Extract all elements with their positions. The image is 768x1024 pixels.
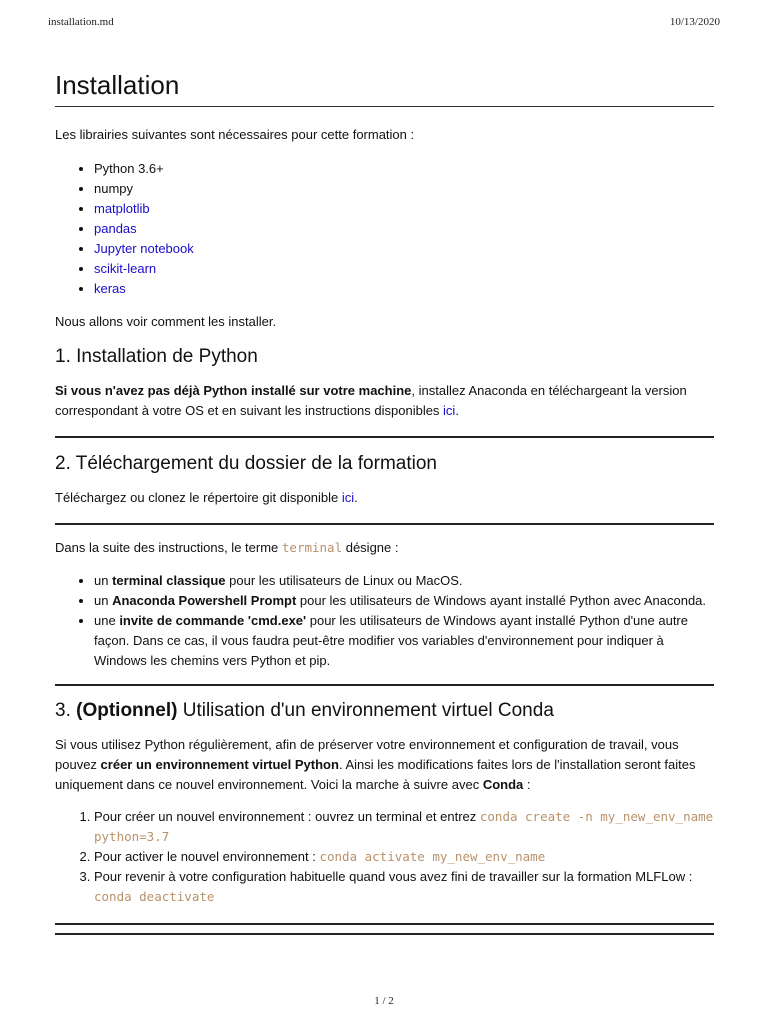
terminal-list — [55, 571, 714, 671]
conda-steps — [55, 807, 714, 907]
list-item: • un terminal classique pour les utilisateurs de Linux ou MacOS. — [94, 571, 714, 591]
section3-text: Si vous utilisez Python régulièrement, afin de préserver votre environnement et configuration de travail, vous pouvez créer un environnement virtuel Python. Ainsi les modifications faites lors de l'installation seront faites uniquement dans ce nouvel environnement. Voici la marche à suivre avec Conda : — [55, 737, 696, 792]
library-list — [55, 159, 714, 299]
list-item: • un Anaconda Powershell Prompt pour les utilisateurs de Windows ayant installé Python avec Anaconda. — [94, 591, 714, 611]
list-item — [94, 239, 714, 259]
list-item — [94, 279, 714, 299]
terminal-intro: Dans la suite des instructions, le terme terminal désigne : — [55, 540, 399, 555]
jupyter-link[interactable]: Jupyter notebook — [94, 241, 194, 256]
keras-link[interactable]: keras — [94, 281, 126, 296]
list-item — [94, 219, 714, 239]
list-item — [94, 259, 714, 279]
section3-title: 3. (Optionnel) Utilisation d'un environnement virtuel Conda — [55, 700, 554, 721]
outro-text: Nous allons voir comment les installer. — [55, 314, 277, 329]
divider — [55, 684, 714, 686]
matplotlib-link[interactable]: matplotlib — [94, 201, 150, 216]
pandas-link[interactable]: pandas — [94, 221, 137, 236]
conda-create-code: conda create -n my_new_env_name python=3.7 — [94, 809, 714, 844]
repo-link[interactable]: ici — [341, 490, 355, 505]
divider — [55, 523, 714, 525]
list-item — [94, 199, 714, 219]
section2-text: Téléchargez ou clonez le répertoire git disponible ici. — [55, 490, 358, 505]
document-body — [55, 62, 714, 935]
page-number: 1 / 2 — [374, 995, 394, 1007]
section2-title: 2. Téléchargement du dossier de la formation — [55, 453, 437, 474]
divider — [55, 436, 714, 438]
conda-activate-code: conda activate my_new_env_name — [319, 849, 546, 864]
list-item: 3. Pour revenir à votre configuration habituelle quand vous avez fini de travailler sur la formation MLFLow : conda deactivate — [94, 867, 714, 907]
header-filename: installation.md — [48, 16, 114, 28]
conda-deactivate-code: conda deactivate — [94, 889, 215, 904]
page-title: Installation — [55, 70, 714, 107]
divider — [55, 923, 714, 925]
section1-text: Si vous n'avez pas déjà Python installé sur votre machine, installez Anaconda en téléchargeant la version correspondant à votre OS et en suivant les instructions disponibles ici. — [55, 383, 687, 418]
intro-text: Les librairies suivantes sont nécessaires pour cette formation : — [55, 127, 415, 142]
section1-title: 1. Installation de Python — [55, 346, 258, 367]
list-item: 2. Pour activer le nouvel environnement : conda activate my_new_env_name — [94, 847, 714, 867]
list-item: 1. Pour créer un nouvel environnement : ouvrez un terminal et entrez conda create -n my_new_env_name python=3.7 — [94, 807, 714, 847]
divider — [55, 933, 714, 935]
list-item: • numpy — [94, 179, 714, 199]
list-item: • Python 3.6+ — [94, 159, 714, 179]
list-item: • une invite de commande 'cmd.exe' pour les utilisateurs de Windows ayant installé Python d'une autre façon. Dans ce cas, il vous faudra peut-être modifier vos variables d'environnement pour indiquer à Windows les chemins vers Python et pip. — [94, 611, 714, 671]
anaconda-link[interactable]: ici — [443, 403, 456, 418]
terminal-code: terminal — [281, 540, 343, 555]
scikit-learn-link[interactable]: scikit-learn — [94, 261, 157, 276]
header-date: 10/13/2020 — [669, 16, 720, 28]
